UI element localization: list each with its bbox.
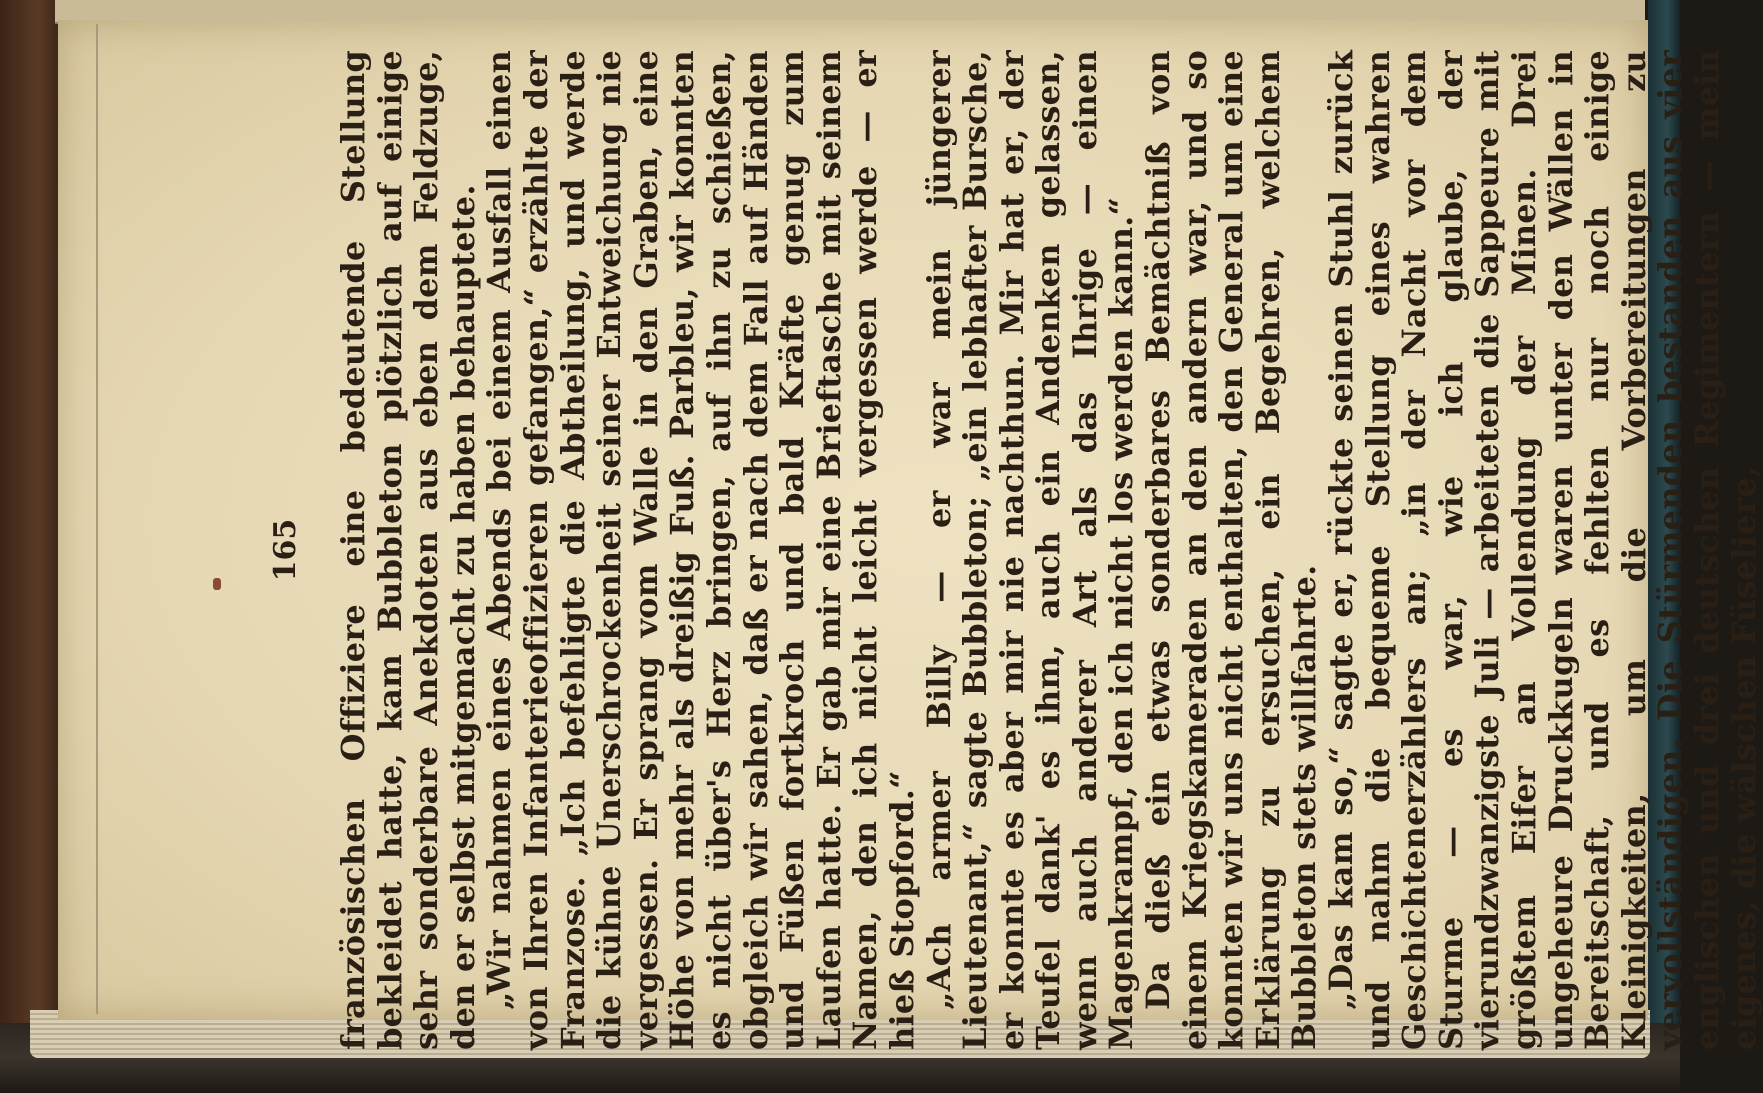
page-number: 165 (268, 518, 303, 582)
rotated-text-block (265, 50, 1763, 1050)
paragraph: französischen Offiziere eine bedeutende Stellung bekleidet hatte, kam Bubbleton plötzlich auf einige sehr sonderbare Anekdoten aus eben dem Feldzuge, den er selbst mitgemacht zu haben behauptete. (334, 50, 482, 1050)
page-body (335, 50, 1762, 1050)
text-block-frame (265, 50, 1763, 1050)
page-fold-line (96, 24, 98, 1014)
paragraph: „Das kam so,“ sagte er, rückte seinen Stuhl zurück und nahm die bequeme Stellung eines wahren Geschichtenerzählers an; „in der Nacht vor dem Sturme — es war, wie ich glaube, der vierundzwanzigste Juli — arbeiteten die Sappeure mit größtem Eifer an Vollendung der Minen. Drei ungeheure Druckkugeln waren unter den Wällen in Bereitschaft, und es fehlten nur noch einige Kleinigkeiten, um die Vorbereitungen zu vervollständigen. Die Stürmenden bestanden aus vier englischen und drei deutschen Regimentern — mein eigenes, die wälschen Füseliere, (1322, 50, 1763, 1050)
ink-stain (213, 578, 221, 590)
paragraph: „Ach armer Billy — er war mein jüngerer Lieutenant,“ sagte Bubbleton; „ein lebhafter Bursche, er konnte es aber mir nie nachthun. Mir hat er, der Teufel dank' es ihm, auch ein Andenken gelassen, wenn auch anderer Art als das Ihrige — einen Magenkrampf, den ich nicht los werden kann.“ (919, 50, 1141, 1050)
paragraph: „Wir nahmen eines Abends bei einem Ausfall einen von Ihren Infanterieoffizieren gefangen,“ erzählte der Franzose. „Ich befehligte die Abtheilung, und werde die kühne Unerschrockenheit seiner Entweichung nie vergessen. Er sprang vom Walle in den Graben, eine Höhe von mehr als dreißig Fuß. Parbleu, wir konnten es nicht über's Herz bringen, auf ihn zu schießen, obgleich wir sahen, daß er nach dem Fall auf Händen und Füßen fortkroch und bald Kräfte genug zum Laufen hatte. Er gab mir eine Brieftasche mit seinem Namen, den ich nicht leicht vergessen werde — er hieß Stopford.“ (480, 50, 921, 1050)
paragraph: Da dieß ein etwas sonderbares Bemächtniß von einem Kriegskameraden an den andern war, und so konnten wir uns nicht enthalten, den General um eine Erklärung zu ersuchen, ein Begehren, welchem Bubbleton stets willfahrte. (1139, 50, 1324, 1050)
